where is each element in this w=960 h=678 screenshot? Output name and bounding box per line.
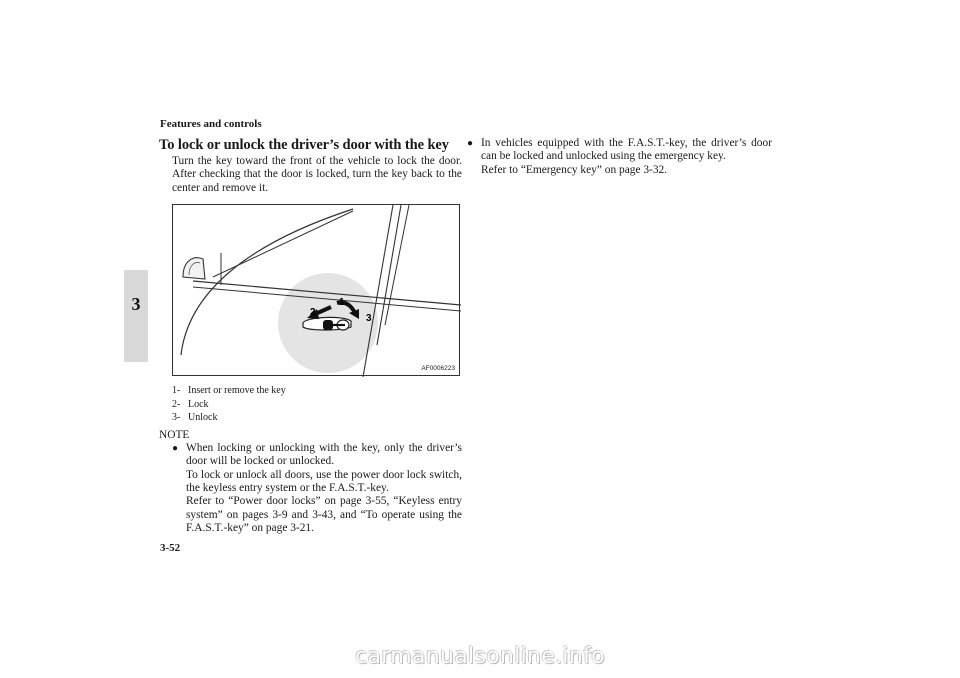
section-tab: [124, 270, 148, 362]
right-column: [467, 137, 772, 177]
note-heading: NOTE: [159, 428, 190, 441]
figure-legend: [172, 384, 462, 425]
legend-number: 1-: [172, 385, 181, 397]
running-head: Features and controls: [160, 118, 262, 130]
legend-item: [172, 384, 462, 398]
pillar-line-3: [385, 205, 409, 325]
note-text-2: To lock or unlock all doors, use the power door lock switch, the keyless entry system or the F.A.S.T.-key.: [186, 468, 462, 494]
legend-text: Lock: [188, 398, 209, 410]
watermark: carmanualsonline.info: [355, 644, 605, 669]
note-bullet: [172, 442, 462, 536]
door-drawing: [173, 205, 461, 377]
intro-paragraph: Turn the key toward the front of the vehicle to lock the door. After checking that the door is locked, turn the key back to the center and remove it.: [172, 155, 462, 194]
section-heading: To lock or unlock the driver’s door with the key: [159, 137, 449, 153]
note-text-3: Refer to “Power door locks” on page 3-55, “Keyless entry system” on pages 3-9 and 3-43, and “To operate using the F.A.S.T.-key” on page 3-21.: [186, 495, 462, 535]
legend-text: Unlock: [188, 412, 218, 424]
door-lock-illustration: [172, 204, 460, 376]
legend-number: 2-: [172, 398, 181, 410]
callout-1: 1: [339, 297, 345, 309]
key: [323, 320, 333, 330]
legend-item: [172, 411, 462, 425]
callout-3: 3: [366, 313, 372, 325]
legend-item: [172, 398, 462, 412]
figure-code: AF0006223: [421, 365, 455, 373]
side-mirror: [183, 258, 205, 279]
legend-number: 3-: [172, 412, 181, 424]
callout-2: 2: [310, 307, 316, 319]
left-column: [159, 137, 462, 536]
fast-key-text-1: In vehicles equipped with the F.A.S.T.-key, the driver’s door can be locked and unlocked using the emergency key.: [481, 137, 772, 163]
fast-key-bullet: [467, 137, 772, 177]
note-text-1: When locking or unlocking with the key, only the driver’s door will be locked or unlocked.: [186, 441, 462, 468]
page-number: 3-52: [160, 542, 181, 554]
window-top-line: [213, 211, 353, 277]
bullet-dot-icon: ●: [172, 442, 179, 454]
pillar-line-1: [363, 205, 393, 377]
fast-key-text-2: Refer to “Emergency key” on page 3-32.: [481, 163, 668, 176]
section-number: 3: [131, 294, 141, 314]
bullet-dot-icon: ●: [467, 138, 474, 149]
legend-text: Insert or remove the key: [188, 385, 286, 397]
